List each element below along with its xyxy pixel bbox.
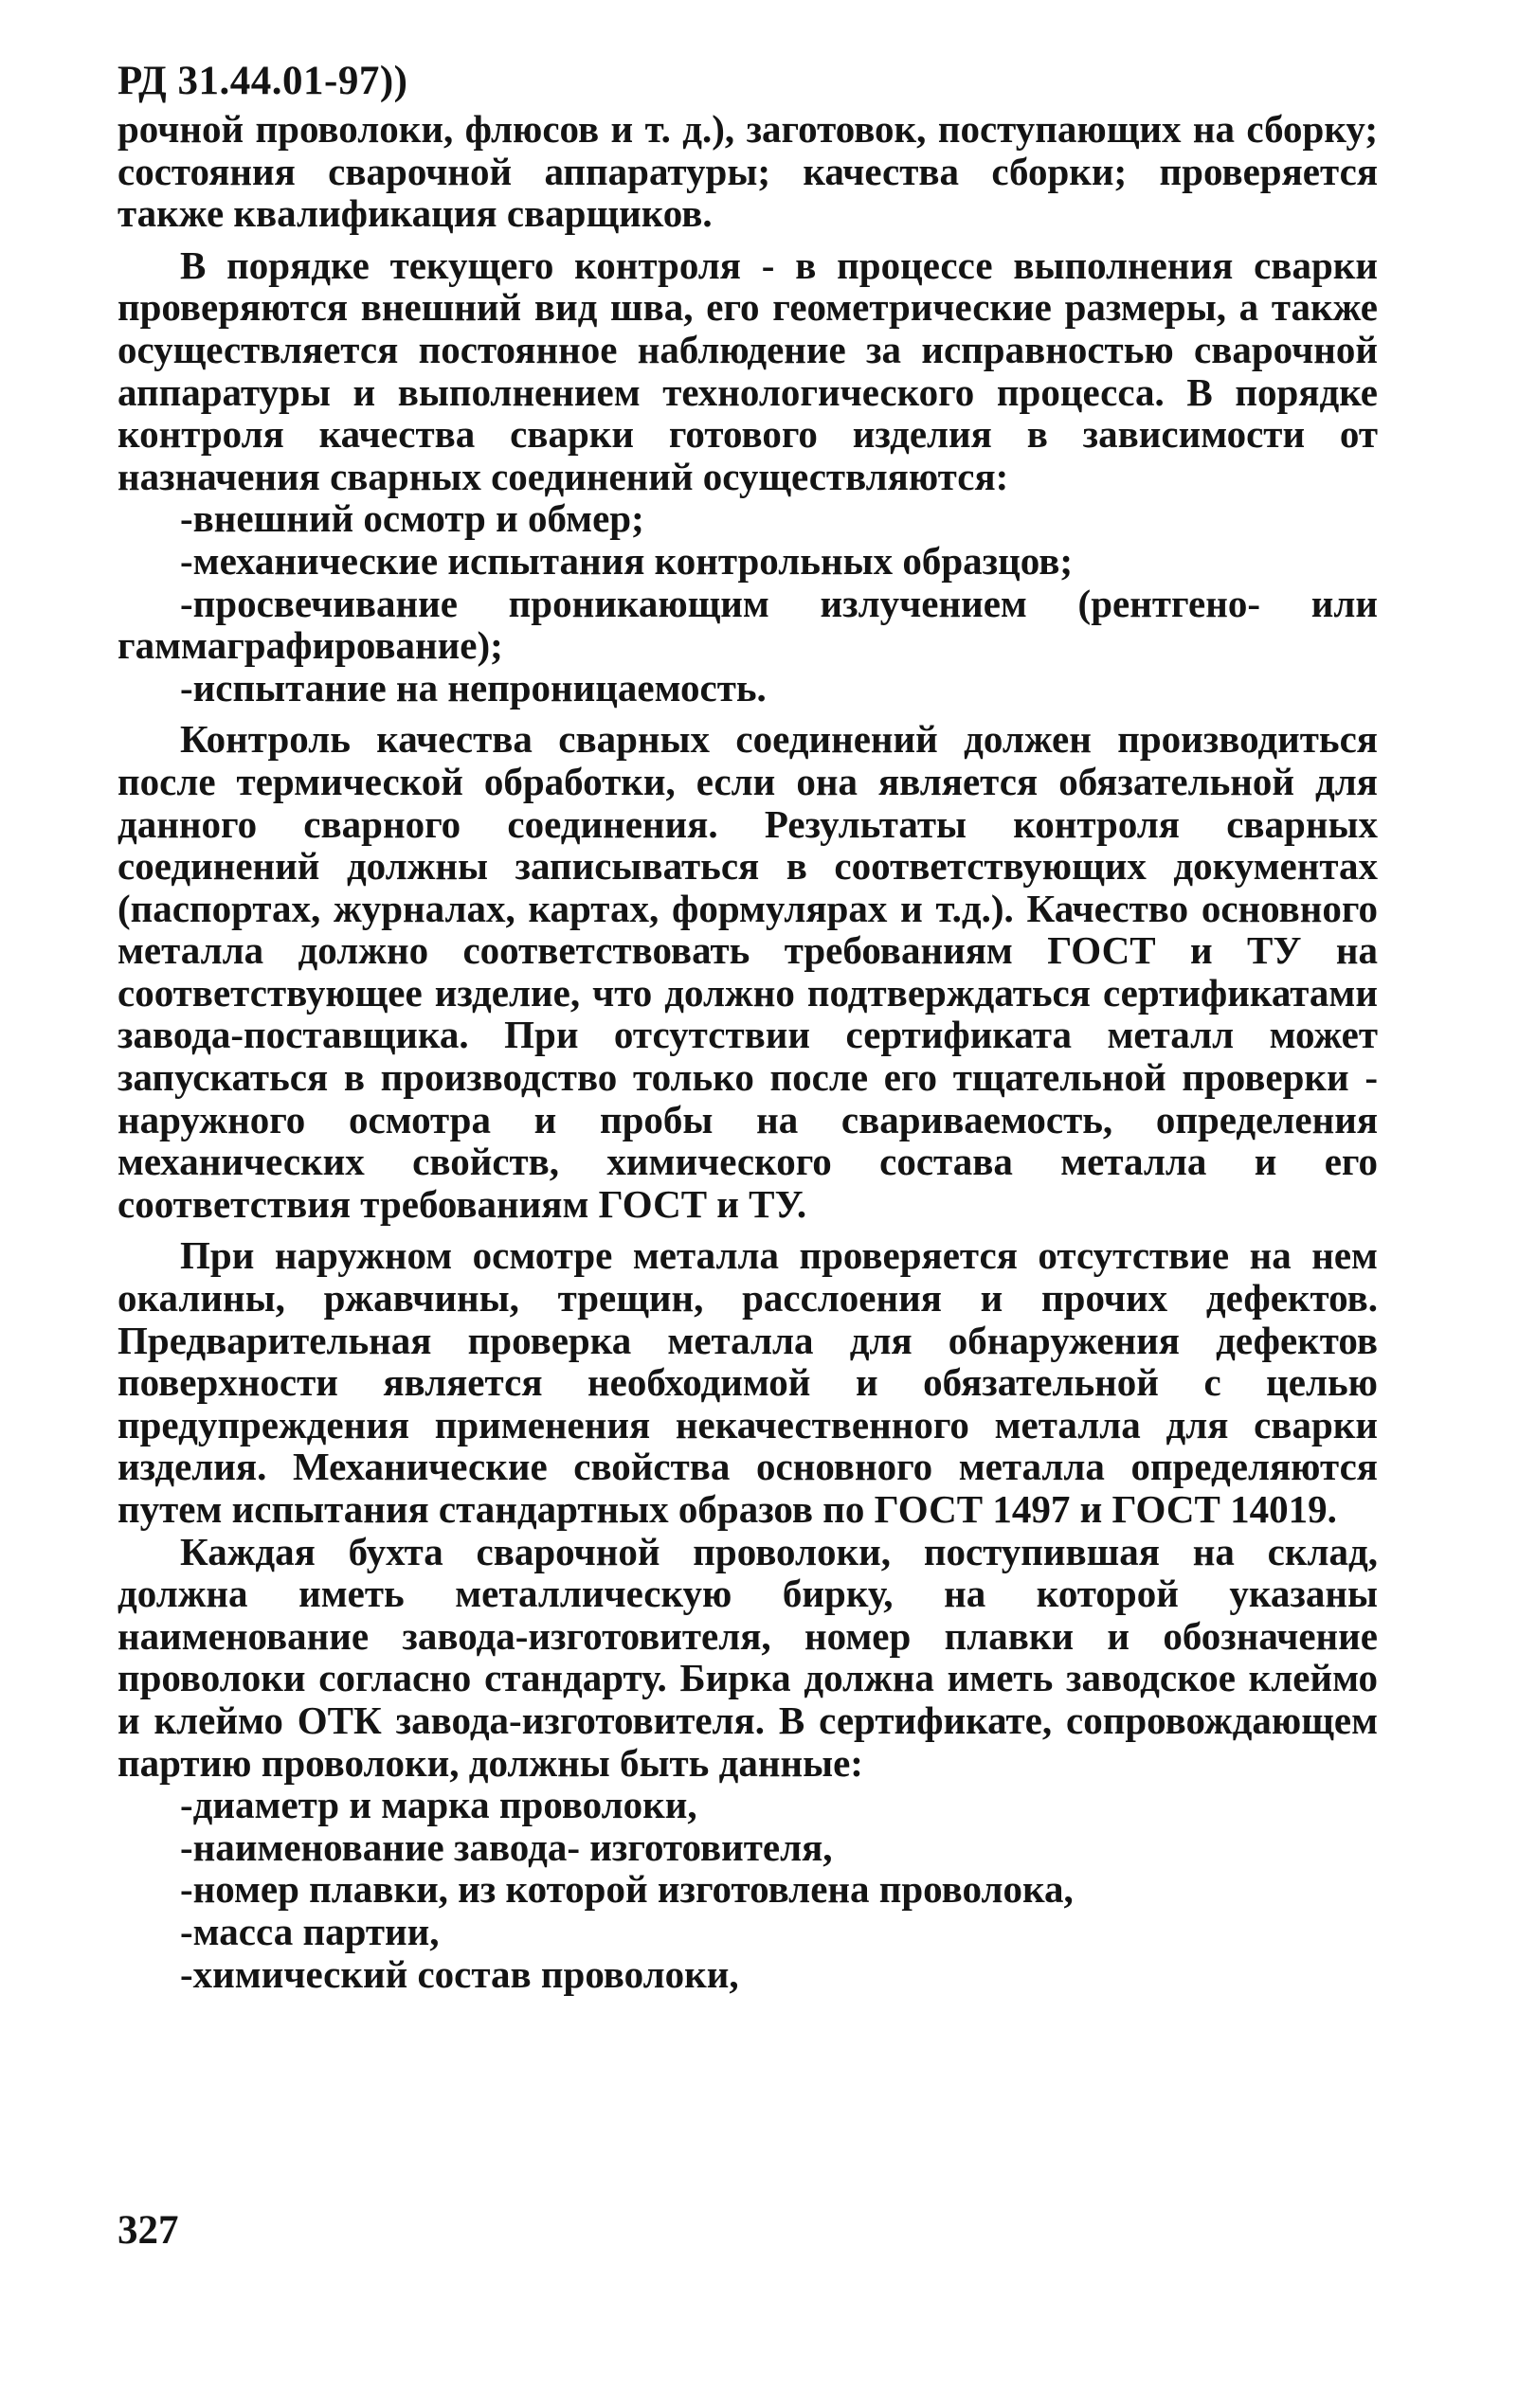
- list-item-radiography: -просвечивание проникающим излучением (рентгено- или гаммаграфирование);: [117, 581, 1378, 668]
- paragraph-wire-coil: Каждая бухта сварочной проволоки, поступившая на склад, должна иметь металлическую бирку, на которой указаны наименование завода-изготовителя, номер плавки и обозначение проволоки согласно стандарту. Бирка должна иметь заводское клеймо и клеймо ОТК завода-изготовителя. В сертификате, сопровождающем партию проволоки, должны быть данные:: [117, 1529, 1378, 1785]
- paragraph-continuation: рочной проволоки, флюсов и т. д.), заготовок, поступающих на сборку; состояния сварочной аппаратуры; качества сборки; проверяется также квалификация сварщиков.: [117, 107, 1378, 236]
- document-header: РД 31.44.01-97)): [117, 59, 408, 103]
- page-number: 327: [117, 2208, 179, 2253]
- list-item-diameter: -диаметр и марка проволоки,: [180, 1783, 697, 1827]
- list-item-mechanical-tests: -механические испытания контрольных образцов;: [180, 538, 1073, 583]
- document-page: [117, 57, 1378, 1995]
- document-body: [117, 108, 1378, 1995]
- paragraph-external-inspection: При наружном осмотре металла проверяется отсутствие на нем окалины, ржавчины, трещин, расслоения и прочих дефектов. Предварительная проверка металла для обнаружения дефектов поверхности является необходимой и обязательной с целью предупреждения применения некачественного металла для сварки изделия. Механические свойства основного металла определяются путем испытания стандартных образов по ГОСТ 1497 и ГОСТ 14019.: [117, 1233, 1378, 1531]
- list-item-visual-inspection: -внешний осмотр и обмер;: [180, 496, 644, 541]
- list-item-chemical-composition: -химический состав проволоки,: [180, 1951, 739, 1996]
- list-item-manufacturer: -наименование завода- изготовителя,: [180, 1824, 833, 1869]
- list-item-impermeability: -испытание на непроницаемость.: [180, 665, 767, 710]
- paragraph-current-control: В порядке текущего контроля - в процессе выполнения сварки проверяются внешний вид шва, его геометрические размеры, а также осуществляется постоянное наблюдение за исправностью сварочной аппаратуры и выполнением технологического процесса. В порядке контроля качества сварки готового изделия в зависимости от назначения сварных соединений осуществляются:: [117, 243, 1378, 498]
- list-item-melt-number: -номер плавки, из которой изготовлена проволока,: [180, 1867, 1074, 1912]
- list-item-batch-mass: -масса партии,: [180, 1909, 440, 1953]
- paragraph-quality-control: Контроль качества сварных соединений должен производиться после термической обработки, если она является обязательной для данного сварного соединения. Результаты контроля сварных соединений должны записываться в соответствующих документах (паспортах, журналах, картах, формулярах и т.д.). Качество основного металла должно соответствовать требованиям ГОСТ и ТУ на соответствующее изделие, что должно подтверждаться сертификатами завода-поставщика. При отсутствии сертификата металл может запускаться в производство только после его тщательной проверки - наружного осмотра и пробы на свариваемость, определения механических свойств, химического состава металла и его соответствия требованиям ГОСТ и ТУ.: [117, 717, 1378, 1226]
